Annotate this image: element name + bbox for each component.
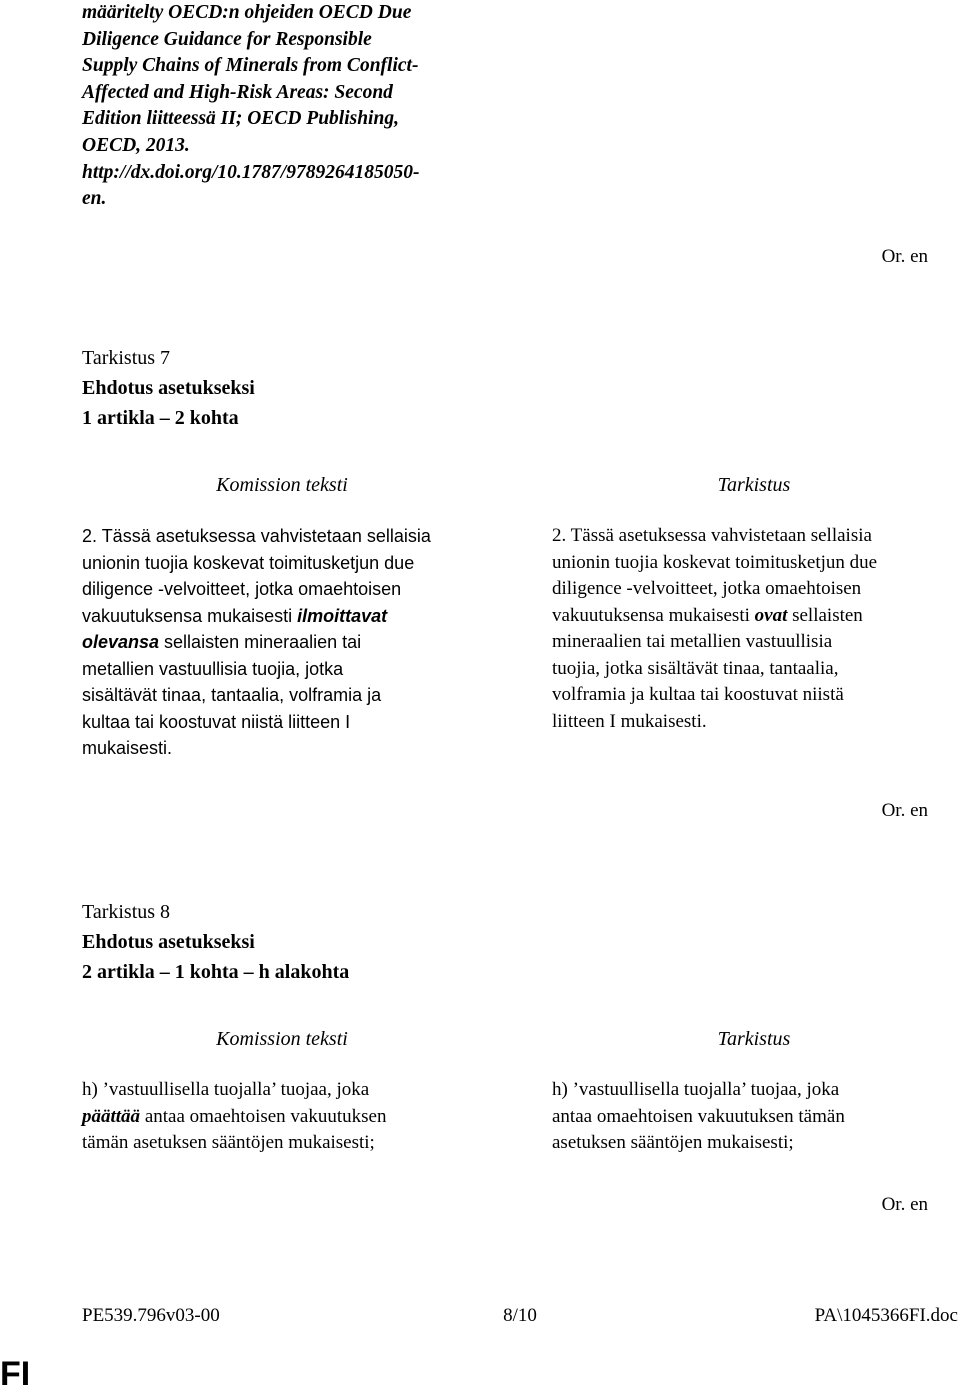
original-language-note: Or. en — [881, 800, 928, 821]
proposal-title: Ehdotus asetukseksi — [82, 377, 255, 399]
text-line: mineraalien tai metallien vastuullisia — [552, 631, 833, 652]
text-line: h) ’vastuullisella tuojalla’ tuojaa, joka — [82, 1079, 370, 1100]
text-line: unionin tuojia koskevat toimitusketjun due — [552, 551, 878, 573]
text-line: kultaa tai koostuvat niistä liitteen I — [82, 711, 351, 732]
amendment-heading — [82, 897, 682, 987]
citation-line: en. — [82, 188, 107, 210]
text-line — [552, 603, 942, 630]
citation-doi-link[interactable]: http://dx.doi.org/10.1787/9789264185050- — [82, 161, 420, 183]
text-line — [82, 1104, 462, 1131]
text-line: volframia ja kultaa tai koostuvat niistä — [552, 684, 844, 705]
amendment-text-header: Tarkistus — [717, 1028, 791, 1050]
text-segment: vakuutuksensa mukaisesti — [552, 604, 755, 626]
citation-line: OECD, 2013. — [82, 134, 190, 156]
article-reference: 2 artikla – 1 kohta – h alakohta — [82, 961, 350, 983]
text-segment: vakuutuksensa mukaisesti — [82, 605, 298, 626]
text-line: mukaisesti. — [82, 738, 173, 758]
commission-text-body — [82, 1077, 462, 1157]
deleted-text: olevansa — [82, 632, 160, 652]
page-footer — [82, 1303, 958, 1333]
article-reference: 1 artikla – 2 kohta — [82, 407, 239, 429]
amendment-number: Tarkistus 7 — [82, 347, 171, 369]
file-name: PA\1045366FI.doc — [814, 1305, 958, 1326]
text-line: asetuksen sääntöjen mukaisesti; — [552, 1132, 794, 1153]
citation-line: määritelty OECD:n ohjeiden OECD Due — [82, 2, 412, 23]
deleted-text: päättää — [82, 1105, 141, 1127]
proposal-title: Ehdotus asetukseksi — [82, 931, 255, 953]
text-line: h) ’vastuullisella tuojalla’ tuojaa, joka — [552, 1079, 840, 1100]
citation-line: Supply Chains of Minerals from Conflict- — [82, 55, 419, 77]
text-line: diligence -velvoitteet, jotka omaehtoisen — [552, 578, 862, 599]
original-language-note: Or. en — [881, 246, 928, 267]
language-tag: FI — [0, 1355, 31, 1393]
text-line: metallien vastuullisia tuojia, jotka — [82, 658, 344, 679]
text-line: tuojia, jotka sisältävät tinaa, tantaalia, — [552, 657, 839, 679]
commission-text-body — [82, 523, 462, 762]
text-line: liitteen I mukaisesti. — [552, 710, 707, 732]
text-line — [82, 603, 462, 630]
amendment-text-header: Tarkistus — [717, 474, 791, 496]
text-segment: sellaisten mineraalien tai — [159, 632, 362, 652]
original-language-note: Or. en — [881, 1194, 928, 1215]
text-segment: sellaisten — [787, 604, 863, 626]
commission-text-header: Komission teksti — [216, 474, 348, 496]
amendment-number: Tarkistus 8 — [82, 901, 171, 923]
added-text: ovat — [754, 604, 788, 626]
text-line: diligence -velvoitteet, jotka omaehtoisen — [82, 579, 402, 599]
document-id: PE539.796v03-00 — [82, 1305, 220, 1326]
amendment-text-body — [552, 523, 942, 735]
citation-continuation — [82, 0, 512, 213]
text-line: antaa omaehtoisen vakuutuksen tämän — [552, 1105, 845, 1127]
text-line: 2. Tässä asetuksessa vahvistetaan sellaisia — [82, 526, 431, 546]
page-number: 8/10 — [503, 1305, 537, 1326]
commission-text-header: Komission teksti — [216, 1028, 348, 1050]
text-line: unionin tuojia koskevat toimitusketjun due — [82, 552, 415, 573]
amendment-text-body — [552, 1077, 942, 1157]
citation-line: Affected and High-Risk Areas: Second — [82, 81, 393, 103]
citation-line: Edition liitteessä II; OECD Publishing, — [82, 108, 399, 130]
text-line: sisältävät tinaa, tantaalia, volframia ja — [82, 685, 382, 705]
text-line: 2. Tässä asetuksessa vahvistetaan sellaisia — [552, 525, 872, 546]
text-line: tämän asetuksen sääntöjen mukaisesti; — [82, 1132, 375, 1153]
amendment-heading — [82, 343, 682, 433]
deleted-text: ilmoittavat — [297, 605, 388, 626]
text-segment: antaa omaehtoisen vakuutuksen — [140, 1105, 387, 1127]
citation-line: Diligence Guidance for Responsible — [82, 28, 372, 50]
text-line — [82, 629, 462, 656]
